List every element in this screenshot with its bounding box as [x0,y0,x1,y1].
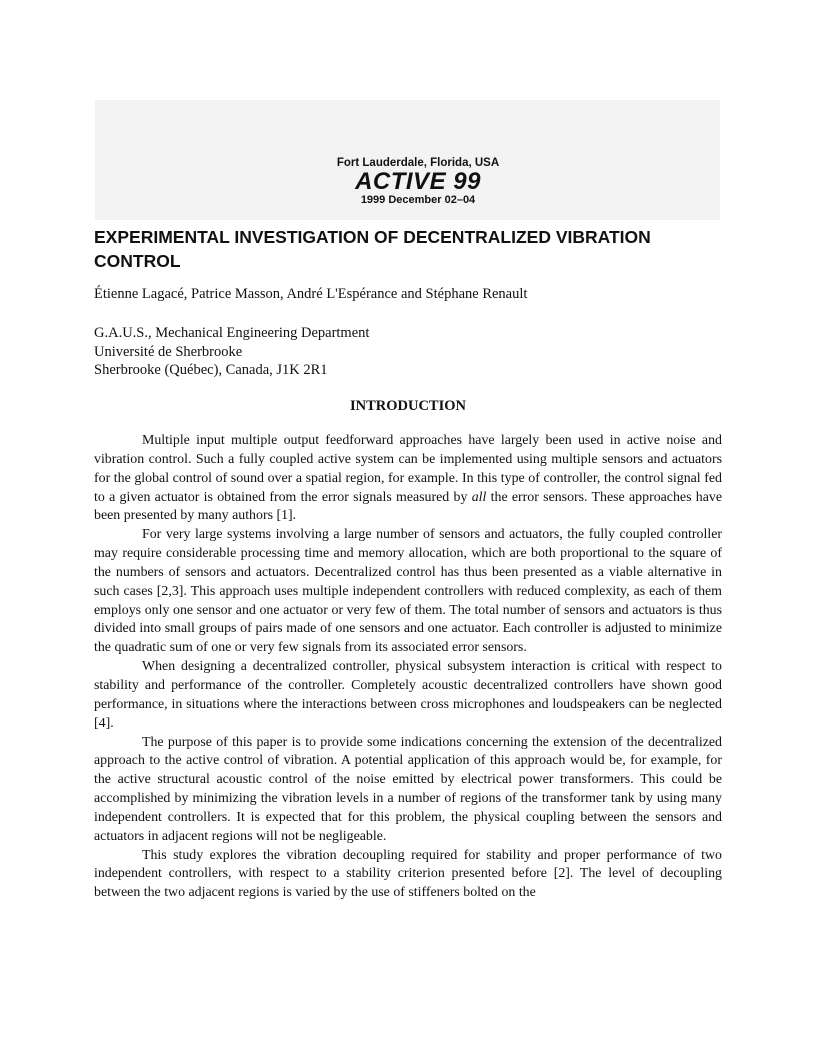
paragraph: This study explores the vibration decoupling required for stability and proper performance of two independent controllers, with respect to a stability criterion presented before [2]. The level of decoupling between the two adjacent regions is varied by the use of stiffeners bolted on the [94,847,722,901]
paragraph-text: Multiple input multiple output feedforward approaches have largely been used in active noise and vibration control. Such a fully coupled active system can be implemented using multiple sensors and actuators for the global control of sound over a spatial region, for example. In this type of controller, the control signal fed to a given actuator is obtained from the error signals measured by [94,433,722,505]
affiliation-line: Sherbrooke (Québec), Canada, J1K 2R1 [94,362,328,378]
affiliation [94,324,369,380]
conference-name: ACTIVE 99 [355,168,481,195]
paragraph: For very large systems involving a large number of sensors and actuators, the fully coupled controller may require considerable processing time and memory allocation, which are both proportional to the square of the numbers of sensors and actuators. Decentralized control has thus been presented as a viable alternative in such cases [2,3]. This approach uses multiple independent controllers with reduced complexity, as each of them employs only one sensor and one actuator or very few of them. The total number of sensors and actuators is thus divided into small groups of pairs made of one sensors and one actuator. Each controller is adjusted to minimize the quadratic sum of one or very few signals from its associated error sensors. [94,527,722,656]
paragraph [94,432,722,526]
paragraph: The purpose of this paper is to provide some indications concerning the extension of the decentralized approach to the active control of vibration. A potential application of this approach would be, for example, for the active structural acoustic control of the noise emitted by electrical power transformers. This could be accomplished by minimizing the vibration levels in a number of regions of the transformer tank by using many independent controllers. It is expected that for this problem, the physical coupling between the sensors and actuators in adjacent regions will not be negligeable. [94,734,722,844]
conference-location: Fort Lauderdale, Florida, USA [336,157,500,169]
paper-authors: Étienne Lagacé, Patrice Masson, André L'Espérance and Stéphane Renault [94,286,528,302]
affiliation-line: Université de Sherbrooke [94,343,243,360]
affiliation-line: G.A.U.S., Mechanical Engineering Department [94,325,370,341]
emphasis-text: all [471,489,487,505]
section-heading: INTRODUCTION [349,398,466,414]
conference-header [318,156,518,207]
paper-title: EXPERIMENTAL INVESTIGATION OF DECENTRALIZED VIBRATION CONTROL [94,227,651,271]
paragraph-text: the error sensors. These approaches have been presented by many authors [1]. [94,489,722,524]
paragraph: When designing a decentralized controller, physical subsystem interaction is critical with respect to stability and performance of the controller. Completely acoustic decentralized controllers have shown good performance, in situations where the interactions between cross microphones and loudspeakers can be neglected [4]. [94,659,722,731]
conference-date: 1999 December 02–04 [360,194,476,206]
introduction-body [94,432,722,903]
